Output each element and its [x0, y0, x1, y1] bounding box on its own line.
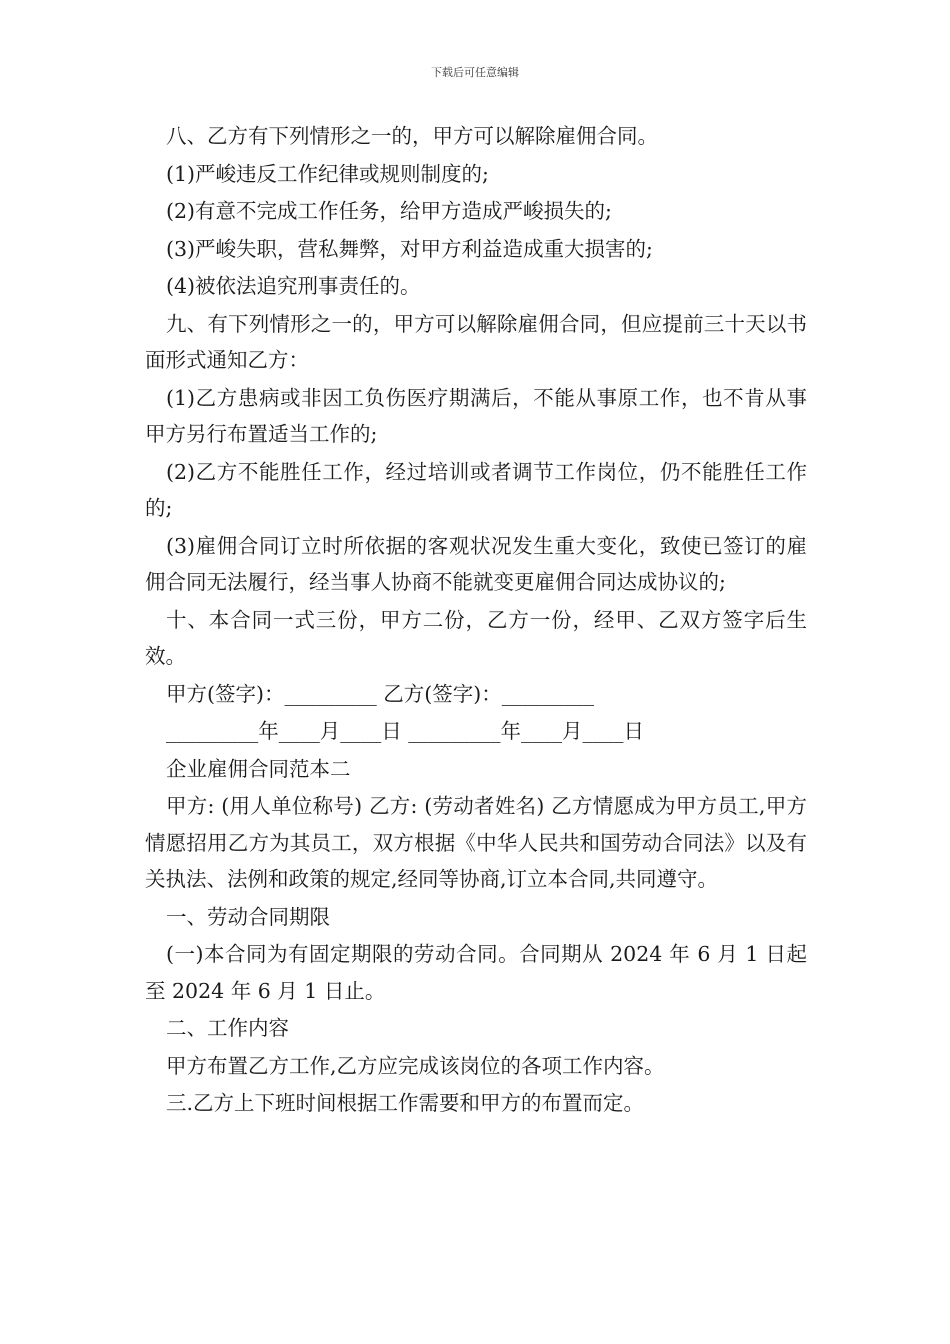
- section-2-heading: 二、工作内容: [166, 1016, 289, 1040]
- clause-8-item-2: (2)有意不完成工作任务，给甲方造成严峻损失的;: [166, 199, 612, 223]
- date-line: _________年____月____日 _________年____月____日: [166, 719, 645, 743]
- document-body: [145, 118, 807, 1123]
- parties-intro: 甲方: (用人单位称号) 乙方: (劳动者姓名) 乙方情愿成为甲方员工,甲方情愿招用乙方为其员工，双方根据《中华人民共和国劳动合同法》以及有关执法、法例和政策的规定,经同等协商,订立本合同,共同遵守。: [145, 794, 807, 891]
- clause-8-item-3: (3)严峻失职，营私舞弊，对甲方利益造成重大损害的;: [166, 236, 653, 261]
- clause-9-item-2: (2)乙方不能胜任工作，经过培训或者调节工作岗位，仍不能胜任工作的;: [145, 459, 807, 520]
- clause-9-item-3: (3)雇佣合同订立时所依据的客观状况发生重大变化，致使已签订的雇佣合同无法履行，经当事人协商不能就变更雇佣合同达成协议的;: [145, 533, 807, 594]
- page-header: 下载后可任意编辑: [431, 66, 519, 79]
- clause-8-item-1: (1)严峻违反工作纪律或规则制度的;: [166, 161, 489, 186]
- clause-9-heading: 九、有下列情形之一的，甲方可以解除雇佣合同，但应提前三十天以书面形式通知乙方：: [145, 311, 807, 372]
- signature-line: 甲方(签字)：_________ 乙方(签字)：_________: [166, 681, 595, 706]
- template-two-title: 企业雇佣合同范本二: [166, 756, 351, 781]
- clause-10: 十、本合同一式三份，甲方二份，乙方一份，经甲、乙双方签字后生效。: [145, 607, 807, 668]
- section-3-body: 三.乙方上下班时间根据工作需要和甲方的布置而定。: [166, 1091, 645, 1115]
- clause-9-item-1: (1)乙方患病或非因工负伤医疗期满后，不能从事原工作，也不肯从事甲方另行布置适当工作的;: [145, 385, 807, 446]
- section-2-body: 甲方布置乙方工作,乙方应完成该岗位的各项工作内容。: [166, 1053, 665, 1078]
- section-1-item-1: (一)本合同为有固定期限的劳动合同。合同期从 2024 年 6 月 1 日起至 2024 年 6 月 1 日止。: [145, 942, 807, 1003]
- clause-8-heading: 八、乙方有下列情形之一的，甲方可以解除雇佣合同。: [166, 124, 658, 148]
- section-1-heading: 一、劳动合同期限: [166, 904, 330, 929]
- clause-8-item-4: (4)被依法追究刑事责任的。: [166, 274, 421, 298]
